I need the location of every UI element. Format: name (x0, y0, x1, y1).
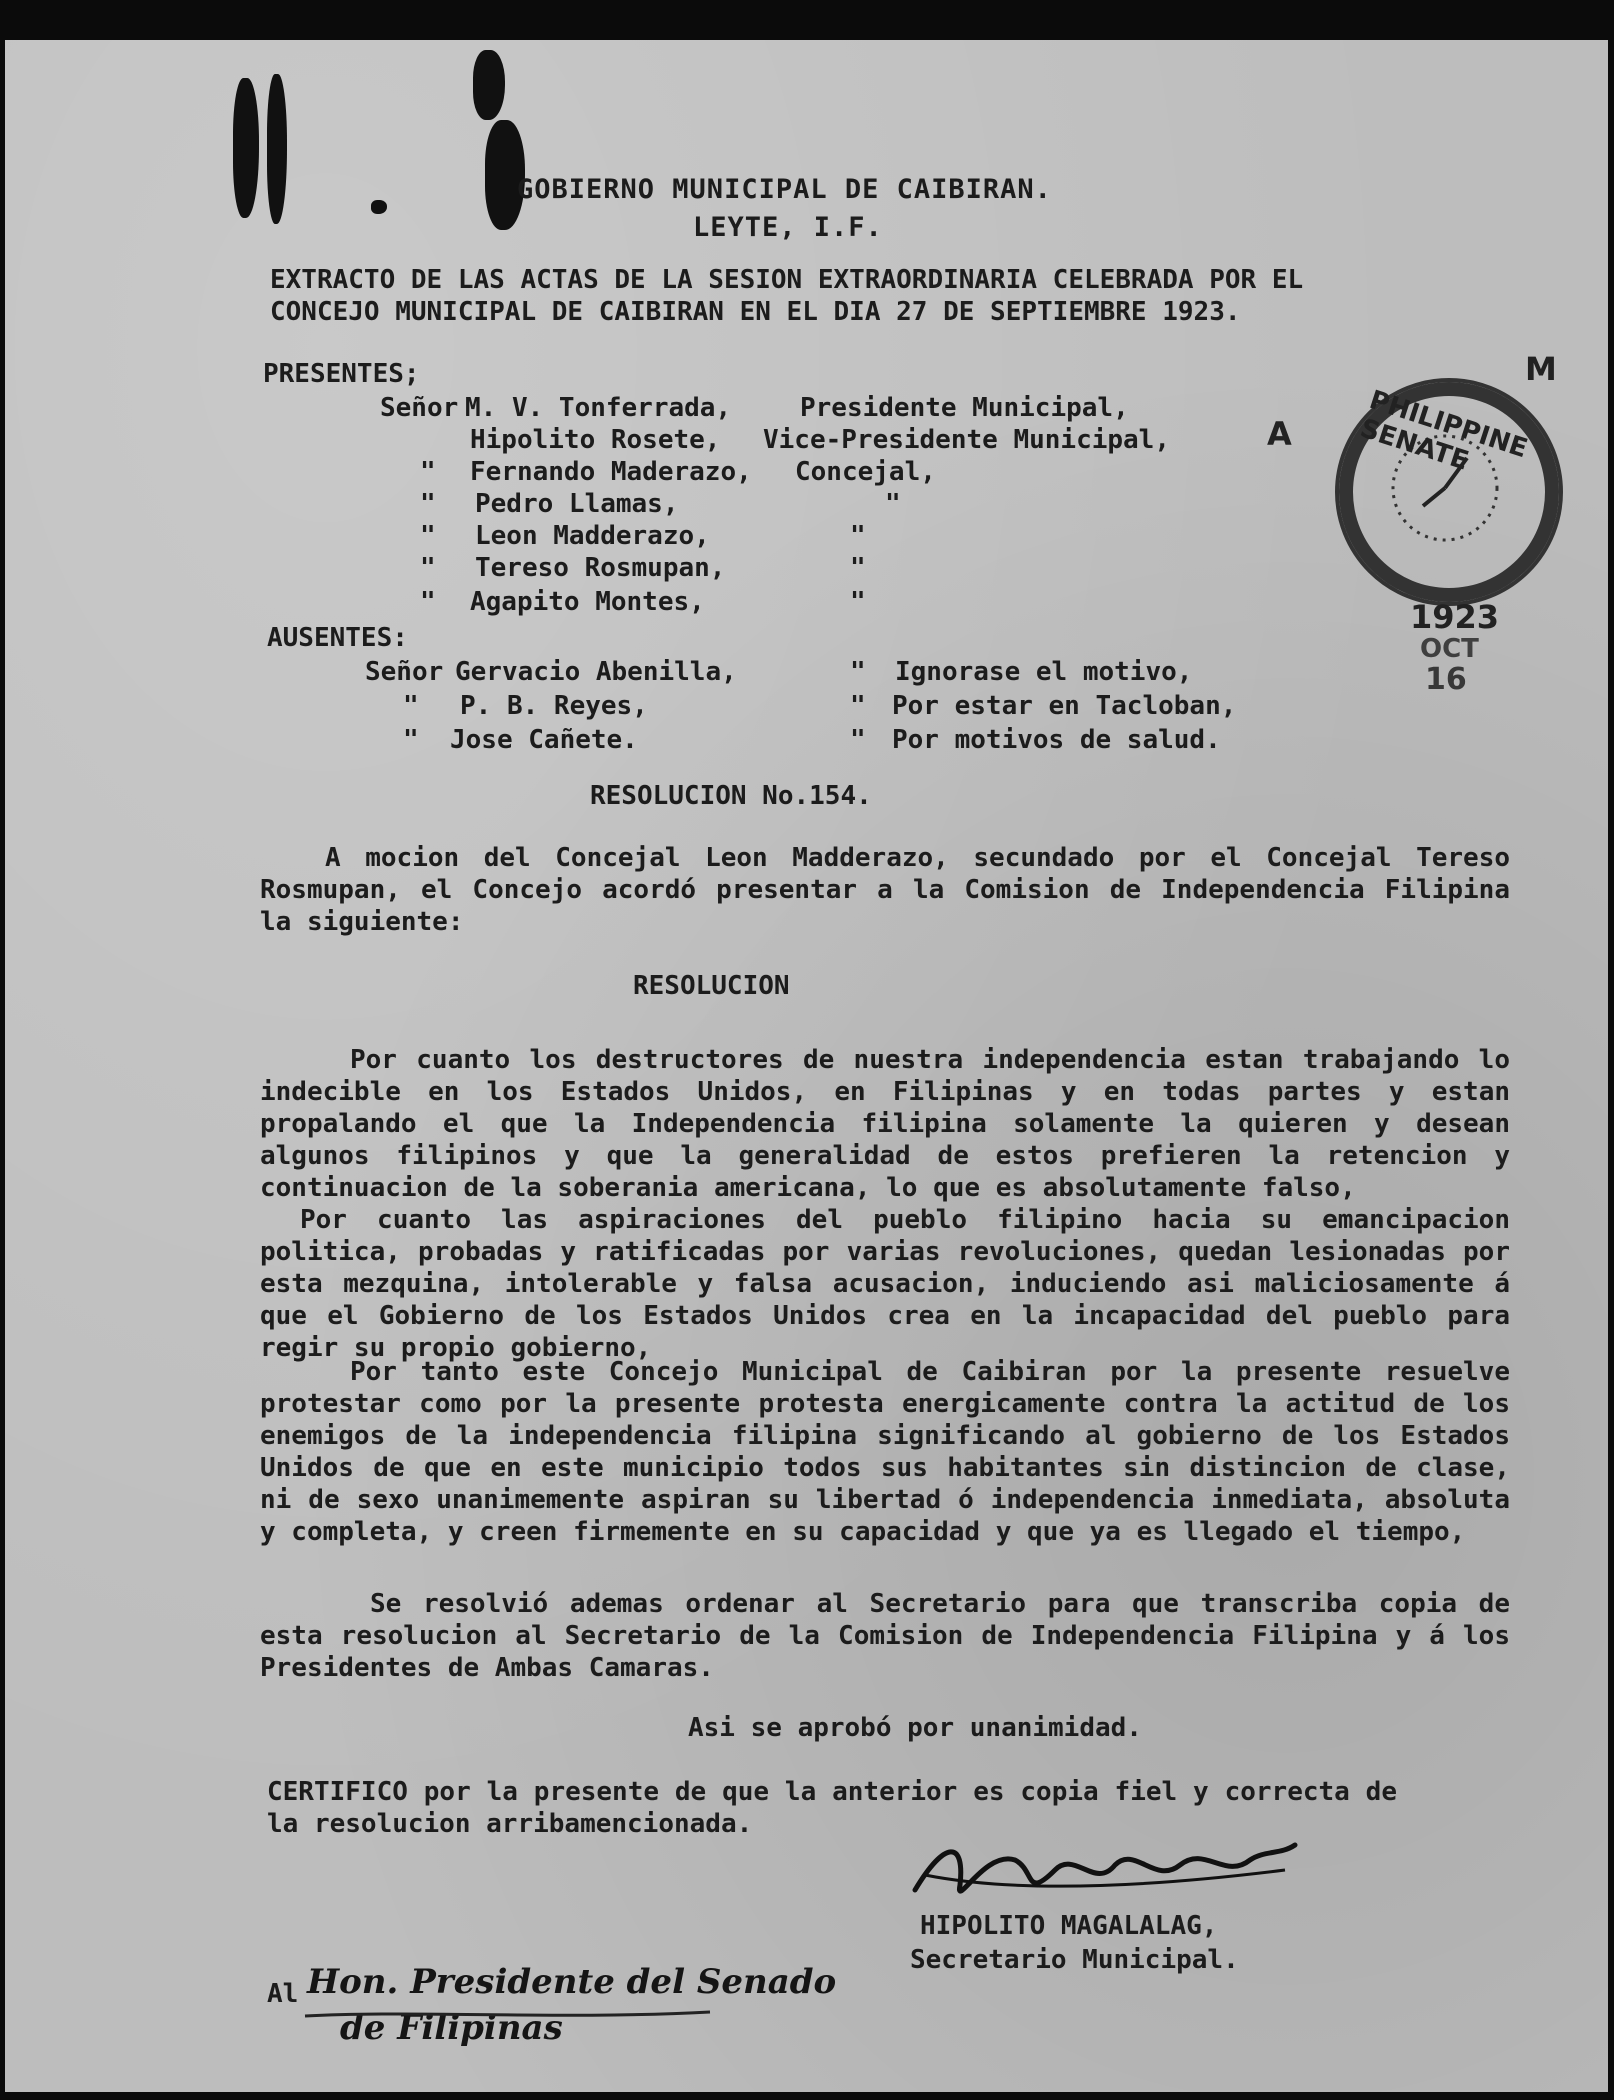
resolution-number: RESOLUCION No.154. (590, 781, 872, 811)
member-role: " (885, 489, 901, 519)
signatory-name: HIPOLITO MAGALALAG, (920, 1911, 1218, 1941)
stamp-month: OCT (1420, 634, 1479, 664)
member-role: " (850, 521, 866, 551)
resolution-paragraph-1: Por cuanto los destructores de nuestra independencia estan trabajando lo indecible en los Estados Unidos, en Filipinas y en todas partes y estan propalando el que la Independencia filipina solamente la quieren y desean algunos filipinos y que la generalidad de estos prefieren la retencion y continuacion de la soberania americana, lo que es absolutamente falso, (260, 1045, 1510, 1203)
member-role: Concejal, (795, 457, 936, 487)
document-page (5, 40, 1608, 2092)
resolution-title: RESOLUCION (633, 971, 790, 1001)
ditto-mark: " (850, 725, 866, 755)
resolution-paragraph-2: Por cuanto las aspiraciones del pueblo filipino hacia su emancipacion politica, probadas y ratificadas por varias revoluciones, quedan lesionadas por esta mezquina, intolerable y falsa acusacion, induciendo asi maliciosamente á que el Gobierno de los Estados Unidos crea en la incapacidad del pueblo para regir su propio gobierno, (260, 1205, 1510, 1363)
absence-reason: Por motivos de salud. (892, 725, 1221, 755)
addressee-prefix: Al (267, 1979, 299, 2009)
addressee-line-2: de Filipinas (340, 2008, 563, 2048)
extract-line-2: CONCEJO MUNICIPAL DE CAIBIRAN EN EL DIA 27 DE SEPTIEMBRE 1923. (270, 297, 1241, 327)
ditto-mark: " (850, 691, 866, 721)
title-prefix: " (420, 489, 436, 519)
member-name: Fernando Maderazo, (470, 457, 752, 487)
member-name: Pedro Llamas, (475, 489, 679, 519)
title-prefix: " (403, 725, 419, 755)
resolution-paragraph-4: Se resolvió ademas ordenar al Secretario para que transcriba copia de esta resolucion al Secretario de la Comision de Independencia Filipina y á los Presidentes de Ambas Camaras. (260, 1589, 1510, 1683)
member-role: Vice-Presidente Municipal, (763, 425, 1170, 455)
title-prefix: " (403, 691, 419, 721)
certification: CERTIFICO por la presente de que la anterior es copia fiel y correcta de la resolucion arribamencionada. (267, 1777, 1397, 1839)
extract-line-1: EXTRACTO DE LAS ACTAS DE LA SESION EXTRAORDINARIA CELEBRADA POR EL (270, 265, 1304, 295)
handwritten-signature (905, 1830, 1305, 1920)
approval-line: Asi se aprobó por unanimidad. (688, 1713, 1142, 1743)
addressee-underline (300, 2006, 720, 2026)
member-name: Hipolito Rosete, (470, 425, 721, 455)
addressee-line-1: Hon. Presidente del Senado (307, 1962, 837, 2002)
title-prefix: " (420, 587, 436, 617)
member-name: Leon Madderazo, (475, 521, 710, 551)
title-prefix: Señor (365, 657, 444, 687)
title-prefix: " (420, 521, 436, 551)
header-municipality: GOBIERNO MUNICIPAL DE CAIBIRAN. (517, 174, 1052, 205)
member-role: " (850, 587, 866, 617)
ausentes-label: AUSENTES: (267, 623, 408, 653)
stamp-letter-a: A (1267, 415, 1292, 453)
member-name: Jose Cañete. (450, 725, 638, 755)
signatory-title: Secretario Municipal. (910, 1945, 1239, 1975)
member-role: " (850, 553, 866, 583)
member-name: Agapito Montes, (470, 587, 705, 617)
absence-reason: Ignorase el motivo, (895, 657, 1193, 687)
document-body (5, 40, 1608, 2092)
member-role: Presidente Municipal, (800, 393, 1129, 423)
stamp-day: 16 (1425, 662, 1467, 697)
title-prefix: Señor (380, 393, 459, 423)
title-prefix: " (420, 553, 436, 583)
title-prefix: " (420, 457, 436, 487)
member-name: P. B. Reyes, (460, 691, 648, 721)
resolution-paragraph-3: Por tanto este Concejo Municipal de Caibiran por la presente resuelve protestar como por la presente protesta energicamente contra la actitud de los enemigos de la independencia filipina significando al gobierno de los Estados Unidos de que en este municipio todos sus habitantes sin distincion de clase, ni de sexo unanimemente aspiran su libertad ó independencia inmediata, absoluta y completa, y creen firmemente en su capacidad y que ya es llegado el tiempo, (260, 1357, 1510, 1547)
member-name: Gervacio Abenilla, (455, 657, 737, 687)
member-name: Tereso Rosmupan, (475, 553, 726, 583)
absence-reason: Por estar en Tacloban, (892, 691, 1237, 721)
presentes-label: PRESENTES; (263, 359, 420, 389)
header-province: LEYTE, I.F. (693, 212, 883, 243)
stamp-label: PHILIPPINE SENATE (1356, 385, 1532, 477)
stamp-letter-m: M (1525, 350, 1557, 388)
ditto-mark: " (850, 657, 866, 687)
motion-intro: A mocion del Concejal Leon Madderazo, secundado por el Concejal Tereso Rosmupan, el Concejo acordó presentar a la Comision de Independencia Filipina la siguiente: (260, 843, 1510, 937)
stamp-year: 1923 (1410, 598, 1500, 636)
member-name: M. V. Tonferrada, (465, 393, 732, 423)
